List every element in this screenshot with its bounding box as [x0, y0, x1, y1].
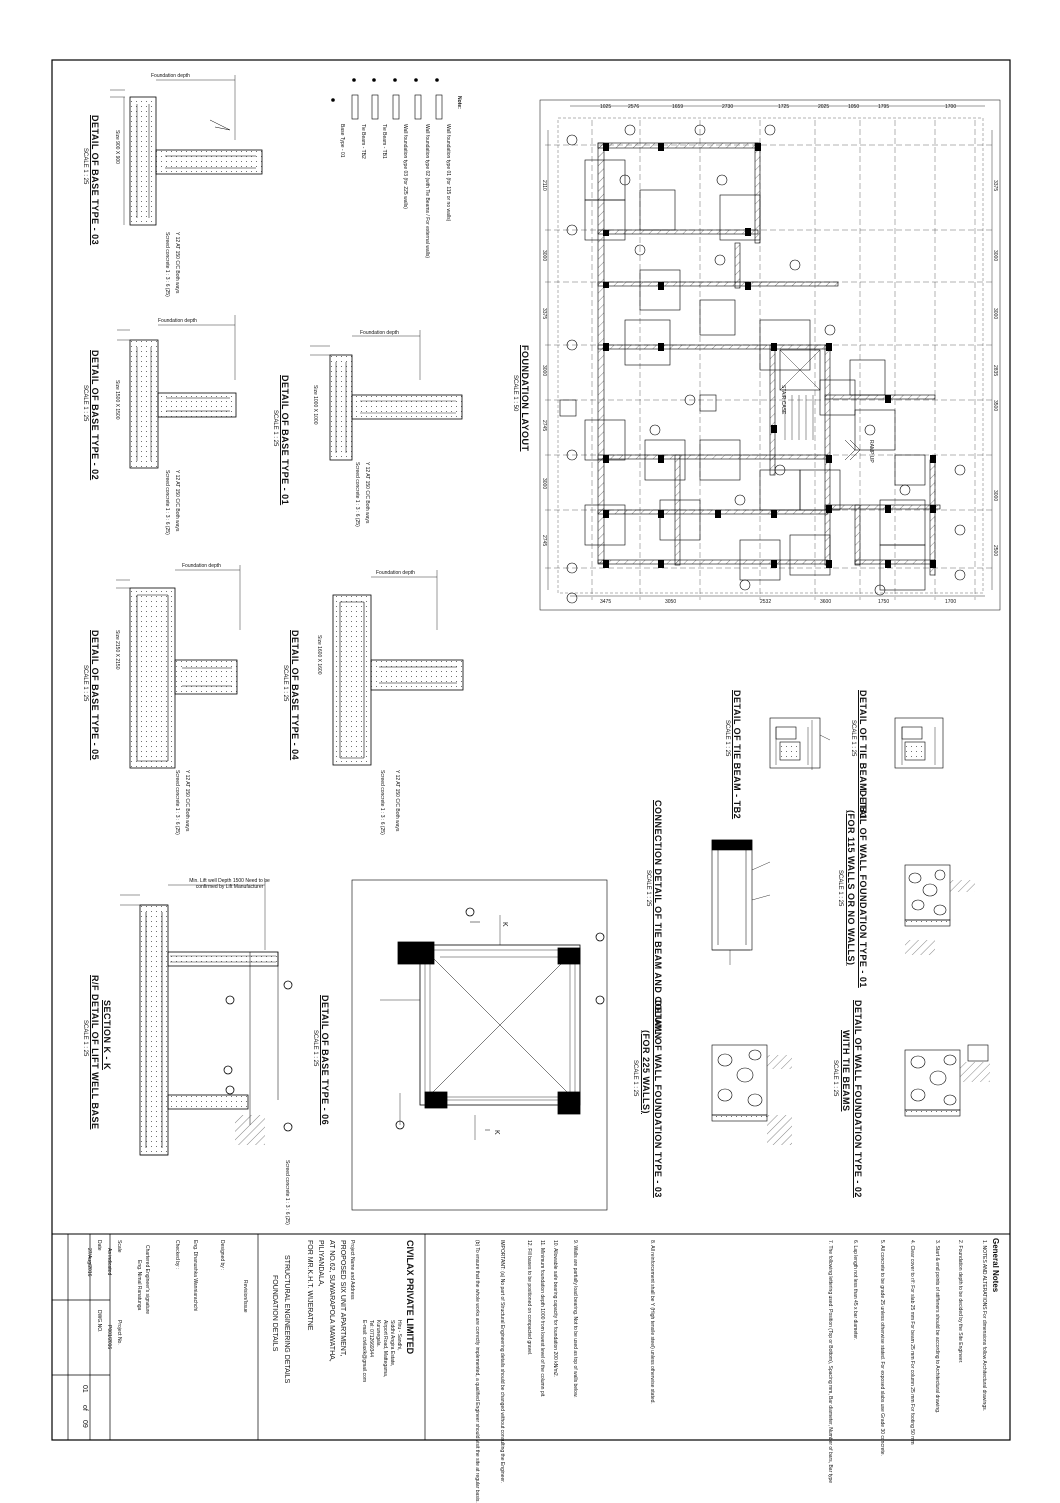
- general-note-8: 9. Walls are partially load bearing. Not to be used as top of walls below.: [572, 1240, 578, 1398]
- dim-bottom-3: 3600: [820, 599, 832, 605]
- lift-title: SECTION K - K: [102, 1000, 112, 1071]
- company-name: CIVILAX PRIVATE LIMITED: [405, 1240, 415, 1355]
- checked-by-label: Checked by :: [174, 1240, 180, 1270]
- base-05-bars: Y 12 AT 150 C/C Both ways: [184, 770, 190, 832]
- dim-right-4: 3500: [992, 400, 998, 412]
- wf2-scale: SCALE 1 : 25: [832, 1060, 838, 1097]
- lift-note: Min. Lift well Depth 1500 Need to be confirmed by Lift Manufacturer: [189, 878, 270, 890]
- general-note-1: 2. Foundation depth to be decided by the Site Engineer.: [957, 1240, 963, 1364]
- foundation-layout: [540, 100, 1000, 610]
- dim-right-2: 3000: [992, 308, 998, 320]
- project-line-1: AT NO.62, SUWARAPOLA MAWATHA,: [328, 1240, 335, 1362]
- general-note-2: 3. Start & end points of stiffeners should be according to Architectural drawing.: [934, 1240, 940, 1414]
- general-note-4: 5. All concrete to be grade 25 unless otherwise stated. For exposed slabs use Grade 30 concrete.: [879, 1240, 885, 1456]
- dim-top-7: 1795: [878, 104, 890, 110]
- base-05-scale: SCALE 1 : 25: [82, 665, 88, 702]
- general-note-11: 12. Fill bases to be positioned on compacted gravel.: [526, 1240, 532, 1356]
- dim-left-4: 2745: [541, 420, 547, 432]
- wf3-title: DETAIL OF WALL FOUNDATION TYPE - 03: [653, 1000, 663, 1198]
- base-03-title: DETAIL OF BASE TYPE - 03: [90, 115, 100, 246]
- legend-item-2: Wall foundation type 03 (for 225 walls): [402, 124, 408, 209]
- dim-left-3: 3000: [541, 365, 547, 377]
- tie-beam-tb2-detail: [770, 718, 830, 770]
- dim-bottom-4: 1750: [878, 599, 890, 605]
- base-03-screed: Screed concrete 1 : 3 : 6 (25): [164, 232, 170, 297]
- general-note-12: IMPORTANT: (a) No part of Structural Engineering details should be changed without consulting the Engineer.: [499, 1240, 505, 1484]
- base-02-screed: Screed concrete 1 : 3 : 6 (25): [164, 470, 170, 535]
- connection-detail: [712, 840, 770, 965]
- dim-left-2: 3375: [541, 308, 547, 320]
- company-line-2: Airport Road, Mattegama,: [382, 1320, 388, 1378]
- dwg-no-label: DWG.NO.: [96, 1310, 102, 1333]
- project-no: P001/2016: [106, 1325, 112, 1350]
- base-01-size: Size 1000 X 1000: [312, 385, 318, 425]
- general-note-7: 8. All reinforcement shall be Y (High tensile steel) unless otherwise stated.: [649, 1240, 655, 1404]
- lift-screed: Screed concrete 1 : 3 : 6 (25): [284, 1160, 290, 1225]
- wall-foundation-03-detail: [712, 1045, 792, 1145]
- base-01-depth: Foundation depth: [360, 330, 399, 336]
- base-type-03-detail: [110, 75, 262, 225]
- dim-bottom-1: 3050: [665, 599, 677, 605]
- legend-heading: Note:: [456, 96, 462, 109]
- base-05-screed: Screed concrete 1 : 3 : 6 (25): [174, 770, 180, 835]
- general-note-6: 7. The following lettering used: Position (Top or Bottom), Spacing mm, Bar diameter, Number of bars, Bar type: [827, 1240, 833, 1484]
- base-04-bars: Y 12 AT 150 C/C Both ways: [394, 770, 400, 832]
- dim-top-6: 1050: [848, 104, 860, 110]
- base-03-scale: SCALE 1 : 25: [82, 148, 88, 185]
- legend-item-3: Tie Beam - TB1: [381, 124, 387, 159]
- company-line-5: E-mail: civilaxlk@gmail.com: [361, 1320, 367, 1383]
- dim-top-8: 1700: [945, 104, 957, 110]
- project-label: Project Name and Address: [349, 1240, 355, 1300]
- general-note-9: 10. Allowable safe bearing capacity for foundation 200 kN/m2.: [552, 1240, 558, 1378]
- project-line-2: PILIYANDALA,: [317, 1240, 324, 1287]
- base-05-depth: Foundation depth: [182, 563, 221, 569]
- base-04-depth: Foundation depth: [376, 570, 415, 576]
- dim-left-6: 2745: [541, 535, 547, 547]
- company-line-4: Tel: 0712669344: [368, 1320, 374, 1357]
- dim-top-4: 1725: [778, 104, 790, 110]
- legend-item-0: Wall foundation type 01 (for 115 or no walls): [445, 124, 451, 222]
- project-line-0: PROPOSED SIX UNIT APARTMENT,: [339, 1240, 346, 1357]
- wf2-subtitle: WITH TIE BEAMS: [841, 1030, 851, 1112]
- base-03-size: Size 900 X 900: [114, 130, 120, 164]
- legend-item-4: Tie Beam - TB2: [360, 124, 366, 159]
- base-06-k-top: K: [501, 922, 508, 927]
- company-line-0: Hiru - Sandhi,: [396, 1320, 402, 1351]
- wall-foundation-02-detail: [905, 1045, 990, 1116]
- sheet-subtitle: FOUNDATION DETAILS: [271, 1275, 278, 1352]
- dim-bottom-0: 3475: [600, 599, 612, 605]
- legend-item-1: Wall foundation type 02 (with Tie Beams / For external walls): [424, 124, 430, 259]
- conn-scale: SCALE 1 : 25: [645, 870, 651, 907]
- wall-foundation-01-detail: [905, 865, 975, 955]
- designed-by-label: Designed by :: [219, 1240, 225, 1271]
- base-05-size: Size 2150 X 2150: [114, 630, 120, 670]
- base-02-depth: Foundation depth: [158, 318, 197, 324]
- dim-top-5: 2025: [818, 104, 830, 110]
- stair-case-label: STAIR CASE: [780, 385, 786, 415]
- base-06-title: DETAIL OF BASE TYPE - 06: [320, 995, 330, 1126]
- signature-name: Eng. Nimal Ranatunga: [136, 1260, 142, 1311]
- project-line-3: FOR MR.K.H.T. WIJERATNE: [306, 1240, 313, 1331]
- general-note-13: (b) To ensure that the whole works are correctly implemented, a qualified Engineer should visit the site at regular basis.: [474, 1240, 480, 1503]
- of-label: of: [81, 1405, 88, 1411]
- base-05-title: DETAIL OF BASE TYPE - 05: [90, 630, 100, 761]
- base-06-scale: SCALE 1 : 25: [312, 1030, 318, 1067]
- dim-top-1: 2576: [628, 104, 640, 110]
- tb1-scale: SCALE 1 : 25: [850, 720, 856, 757]
- dim-right-6: 2500: [992, 545, 998, 557]
- revision-label: Revision/Issue: [242, 1280, 248, 1313]
- legend-item-5: Base Type - 01: [339, 124, 345, 158]
- wf1-subtitle: (FOR 115 WALLS OR NO WALLS): [846, 810, 856, 966]
- layout-title: FOUNDATION LAYOUT: [520, 345, 530, 452]
- general-note-0: 1. NOTES AND ALTERATIONS For dimensions follow Architectural drawings.: [981, 1240, 987, 1411]
- dim-top-3: 2730: [722, 104, 734, 110]
- ramp-up-label: RAMP UP: [868, 440, 874, 463]
- lift-subtitle: R/F DETAIL OF LIFT WELL BASE: [90, 975, 100, 1130]
- tie-beam-tb1-detail: [895, 718, 943, 768]
- base-04-size: Size 1600 X 1600: [316, 635, 322, 675]
- wf1-title: DETAIL OF WALL FOUNDATION TYPE - 01: [858, 790, 868, 988]
- dim-bottom-2: 2532: [760, 599, 772, 605]
- wf3-subtitle: (FOR 225 WALLS): [641, 1030, 651, 1115]
- base-04-screed: Screed concrete 1 : 3 : 6 (25): [379, 770, 385, 835]
- base-type-02-detail: [117, 315, 236, 468]
- wf3-scale: SCALE 1 : 25: [632, 1060, 638, 1097]
- dim-top-0: 1025: [600, 104, 612, 110]
- base-03-depth: Foundation depth: [151, 73, 190, 79]
- sheet-total: 09: [81, 1420, 88, 1428]
- tb2-scale: SCALE 1 : 25: [724, 720, 730, 757]
- general-note-10: 11. Minimum foundation depth 1000 from lowest level of the column pit.: [539, 1240, 545, 1398]
- dim-right-0: 3375: [992, 180, 998, 192]
- lift-scale: SCALE 1 : 25: [82, 1020, 88, 1057]
- dim-right-5: 3000: [992, 490, 998, 502]
- base-03-bars: Y 12 AT 150 C/C Both ways: [174, 232, 180, 294]
- company-line-3: Kurunegala.: [375, 1320, 381, 1347]
- tb1-title: DETAIL OF TIE BEAM - TB1: [858, 690, 868, 820]
- base-01-bars: Y 12 AT 150 C/C Both ways: [364, 462, 370, 524]
- date-value: 27/Aug/2016: [86, 1248, 92, 1277]
- general-note-3: 4. Clear cover to r/f: For slab 25 mm For beam 25 mm For column 25 mm For footing 50 mm: [909, 1240, 915, 1445]
- base-01-scale: SCALE 1 : 25: [272, 410, 278, 447]
- dim-bottom-5: 1700: [945, 599, 957, 605]
- base-type-04-detail: [333, 570, 463, 765]
- tb2-title: DETAIL OF TIE BEAM - TB2: [732, 690, 742, 820]
- sheet-title: STRUCTURAL ENGINEERING DETAILS: [283, 1255, 290, 1384]
- scale-label: Scale: [116, 1240, 122, 1253]
- dim-right-3: 2835: [992, 365, 998, 377]
- lift-well-section: [120, 880, 292, 1155]
- base-type-05-detail: [116, 565, 240, 768]
- base-type-06-plan: [352, 880, 607, 1210]
- general-notes-heading: General Notes: [991, 1238, 1000, 1293]
- base-04-title: DETAIL OF BASE TYPE - 04: [290, 630, 300, 761]
- wf2-title: DETAIL OF WALL FOUNDATION TYPE - 02: [853, 1000, 863, 1198]
- base-06-k-bottom: K: [493, 1130, 500, 1135]
- base-04-scale: SCALE 1 : 25: [282, 665, 288, 702]
- base-02-scale: SCALE 1 : 25: [82, 385, 88, 422]
- layout-scale: SCALE 1 : 50: [512, 375, 518, 412]
- dim-left-5: 3000: [541, 478, 547, 490]
- base-02-title: DETAIL OF BASE TYPE - 02: [90, 350, 100, 481]
- company-line-1: Siddhi Angira Estate,: [389, 1320, 395, 1367]
- wf1-scale: SCALE 1 : 25: [837, 870, 843, 907]
- designed-by-name: Eng. Dhanushka Wanniarachchi: [192, 1240, 198, 1312]
- general-note-5: 6. Lap length not less than 45 x bar diameter.: [852, 1240, 858, 1341]
- base-02-size: Size 1500 X 1500: [114, 380, 120, 420]
- date-label: Date: [96, 1240, 102, 1251]
- dim-left-0: 2110: [541, 180, 547, 191]
- dim-top-2: 1659: [672, 104, 684, 110]
- signature-label: Chartered Engineer's signature: [144, 1245, 150, 1315]
- scale-value: As indicated: [106, 1248, 112, 1276]
- conn-title: CONNECTION DETAIL OF TIE BEAM AND COLUMN: [653, 800, 663, 1039]
- base-01-screed: Screed concrete 1 : 3 : 6 (25): [354, 462, 360, 527]
- project-no-label: Project No.: [116, 1320, 122, 1345]
- base-type-01-detail: [310, 330, 462, 460]
- notes-legend-symbols: [332, 79, 443, 120]
- base-02-bars: Y 12 AT 150 C/C Both ways: [174, 470, 180, 532]
- sheet-no: 01: [81, 1385, 88, 1393]
- dim-right-1: 3000: [992, 250, 998, 262]
- base-01-title: DETAIL OF BASE TYPE - 01: [280, 375, 290, 506]
- dim-left-1: 3000: [541, 250, 547, 262]
